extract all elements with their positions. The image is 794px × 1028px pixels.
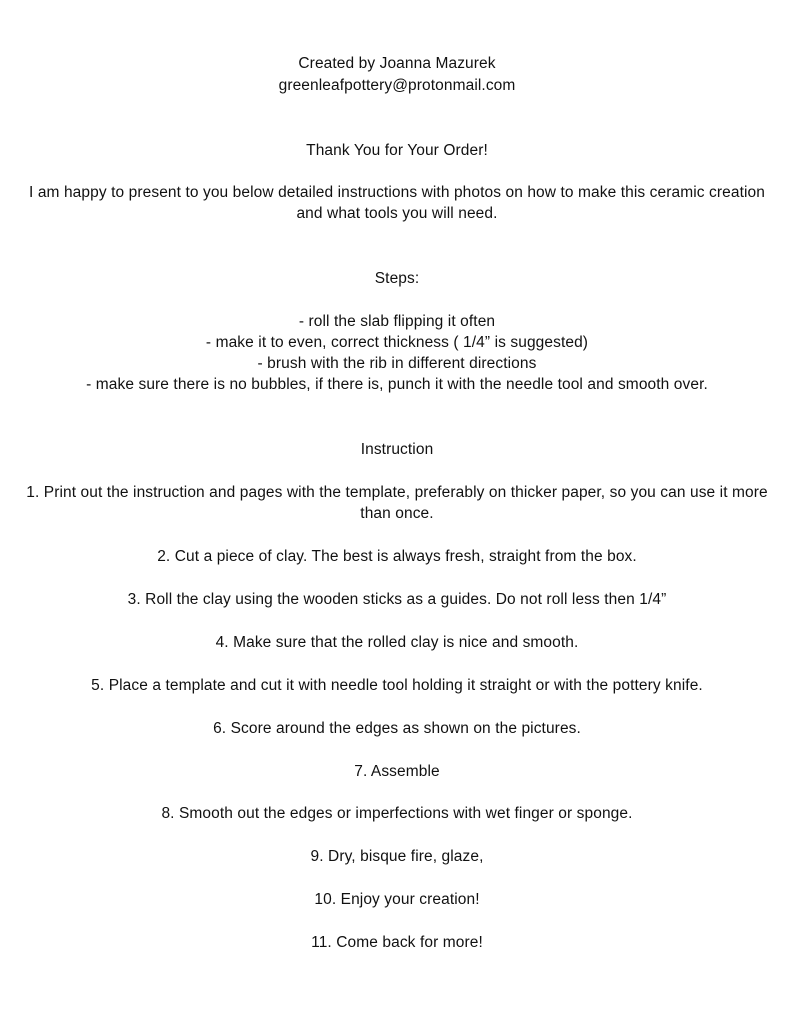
instruction-item: 10. Enjoy your creation!: [314, 891, 480, 908]
instruction-item: 3. Roll the clay using the wooden sticks as a guides. Do not roll less then 1/4”: [127, 591, 667, 608]
thank-you-heading: Thank You for Your Order!: [306, 142, 488, 159]
instruction-item: 11. Come back for more!: [311, 934, 483, 951]
email-line: greenleafpottery@protonmail.com: [278, 77, 516, 94]
steps-item: - make it to even, correct thickness ( 1/4” is suggested): [205, 334, 589, 351]
instruction-item: 5. Place a template and cut it with needle tool holding it straight or with the pottery knife.: [91, 677, 703, 694]
intro-paragraph: I am happy to present to you below detailed instructions with photos on how to make this ceramic creation and what tools you will need.: [29, 184, 765, 222]
instruction-item: 1. Print out the instruction and pages with the template, preferably on thicker paper, so you can use it more than once.: [26, 484, 768, 522]
instruction-item: 2. Cut a piece of clay. The best is always fresh, straight from the box.: [157, 548, 637, 565]
instruction-item: 6. Score around the edges as shown on the pictures.: [213, 720, 581, 737]
instruction-item: 7. Assemble: [354, 763, 440, 780]
steps-item: - make sure there is no bubbles, if there is, punch it with the needle tool and smooth over.: [86, 376, 708, 393]
steps-heading: Steps:: [374, 270, 420, 287]
instruction-item: 4. Make sure that the rolled clay is nice and smooth.: [215, 634, 579, 651]
author-line: Created by Joanna Mazurek: [298, 55, 496, 72]
steps-item: - roll the slab flipping it often: [298, 313, 496, 330]
instruction-heading: Instruction: [360, 441, 434, 458]
instruction-item: 8. Smooth out the edges or imperfections with wet finger or sponge.: [161, 805, 633, 822]
instruction-item: 9. Dry, bisque fire, glaze,: [310, 848, 484, 865]
steps-item: - brush with the rib in different directions: [257, 355, 537, 372]
